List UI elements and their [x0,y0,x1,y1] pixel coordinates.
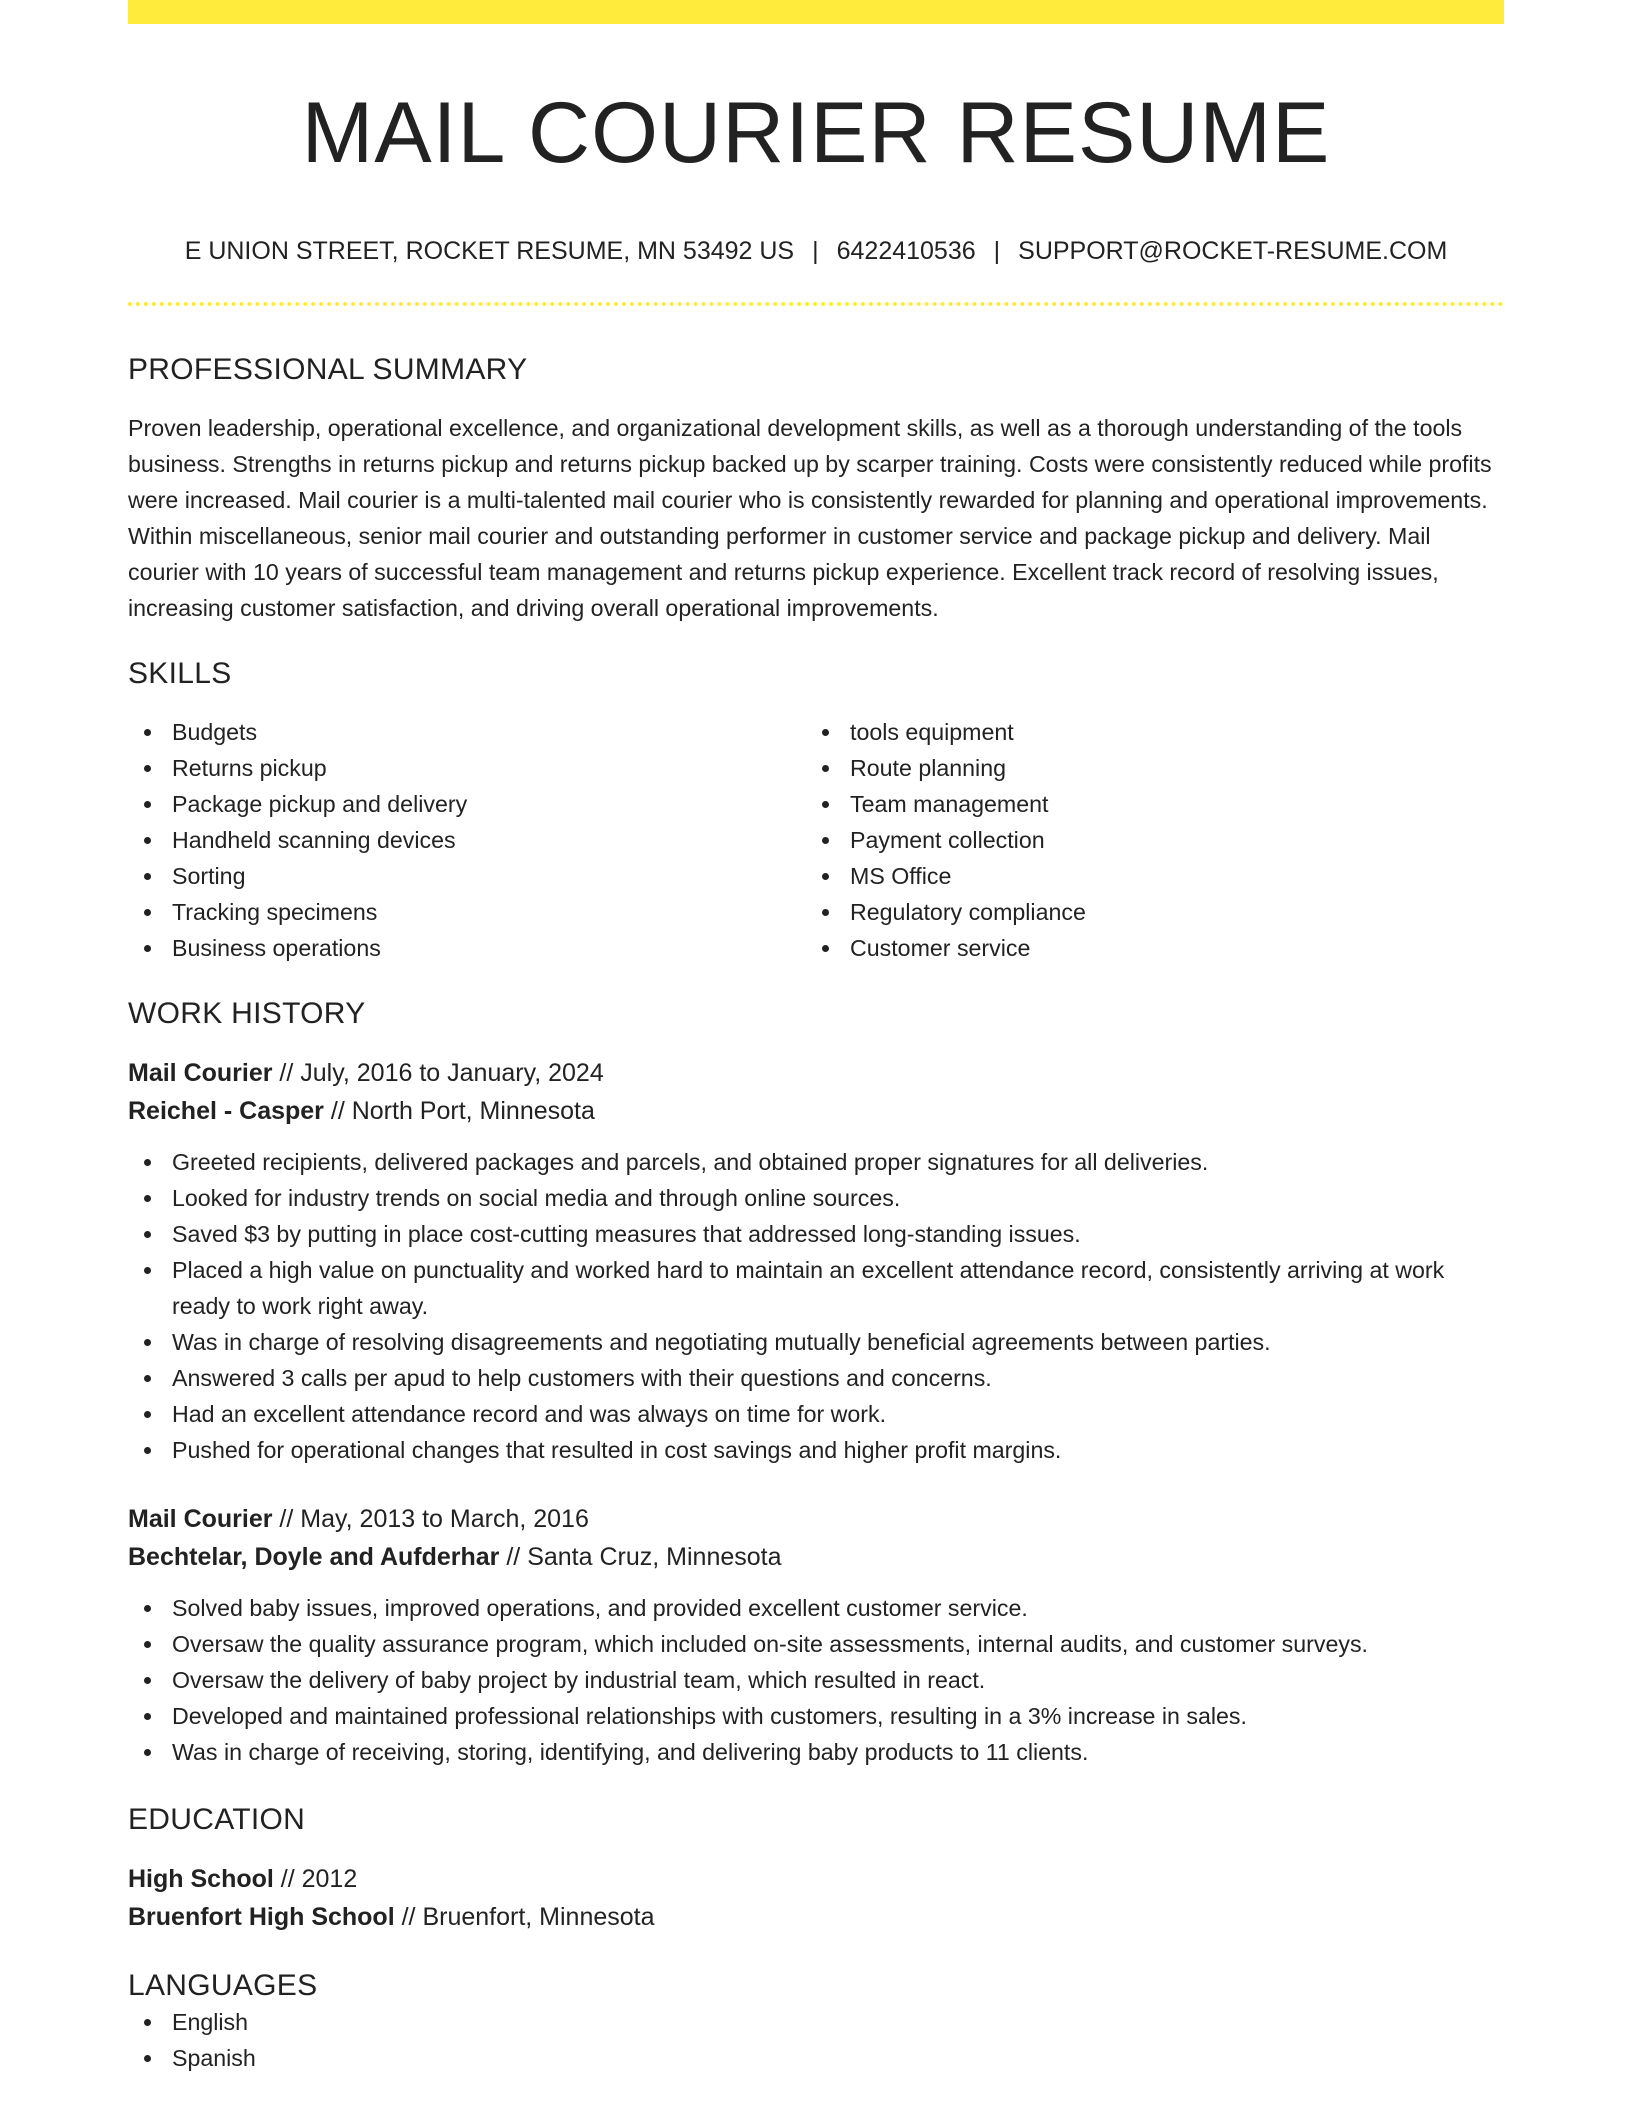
languages-heading: LANGUAGES [128,1968,318,2002]
job-bullet: Greeted recipients, delivered packages and parcels, and obtained proper signatures for all deliveries. [128,1144,1504,1180]
education-year: 2012 [301,1864,358,1893]
accent-top-bar [128,0,1504,24]
job-location: Santa Cruz, Minnesota [527,1542,782,1571]
job-bullet: Looked for industry trends on social media and through online sources. [128,1180,1504,1216]
skill-item: Package pickup and delivery [128,786,806,822]
job-bullet: Oversaw the quality assurance program, which included on-site assessments, internal audits, and customer surveys. [128,1626,1504,1662]
skill-item: Route planning [806,750,1504,786]
work-history-heading: WORK HISTORY [128,996,366,1030]
job-position: Mail Courier [128,1058,273,1087]
skills-heading: SKILLS [128,656,232,690]
education-degree: High School [128,1864,274,1893]
job-location: North Port, Minnesota [351,1096,595,1125]
job-bullet: Placed a high value on punctuality and worked hard to maintain an excellent attendance record, consistently arriving at work ready to work right away. [128,1252,1504,1324]
skill-item: Handheld scanning devices [128,822,806,858]
education-separator: // [394,1902,423,1931]
job-company: Reichel - Casper [128,1096,324,1125]
job-bullet: Saved $3 by putting in place cost-cutting measures that addressed long-standing issues. [128,1216,1504,1252]
education-entry [128,1860,1504,1936]
education-separator: // [273,1864,302,1893]
job-bullet: Answered 3 calls per apud to help customers with their questions and concerns. [128,1360,1504,1396]
language-item: Spanish [128,2040,1504,2076]
job-bullet: Developed and maintained professional relationships with customers, resulting in a 3% increase in sales. [128,1698,1504,1734]
job-separator: // [323,1096,352,1125]
contact-email: SUPPORT@ROCKET-RESUME.COM [1018,237,1448,266]
summary-heading: PROFESSIONAL SUMMARY [128,352,528,386]
education-school: Bruenfort High School [128,1902,395,1931]
job-bullet: Pushed for operational changes that resulted in cost savings and higher profit margins. [128,1432,1504,1468]
skill-item: Business operations [128,930,806,966]
skill-item: tools equipment [806,714,1504,750]
job-dates: May, 2013 to March, 2016 [300,1504,589,1533]
job-entry [128,1500,1504,1770]
skills-list [128,714,1504,966]
job-bullet: Had an excellent attendance record and was always on time for work. [128,1396,1504,1432]
job-bullets [128,1144,1504,1468]
job-company: Bechtelar, Doyle and Aufderhar [128,1542,500,1571]
skill-item: Budgets [128,714,806,750]
job-bullet: Was in charge of receiving, storing, identifying, and delivering baby products to 11 clients. [128,1734,1504,1770]
skill-item: Regulatory compliance [806,894,1504,930]
job-bullet: Was in charge of resolving disagreements and negotiating mutually beneficial agreements between parties. [128,1324,1504,1360]
resume-page [128,0,1504,2076]
contact-phone: 6422410536 [836,237,976,266]
skill-item: Returns pickup [128,750,806,786]
skill-item: Sorting [128,858,806,894]
job-dates: July, 2016 to January, 2024 [300,1058,604,1087]
job-company-line [128,1092,1504,1130]
skills-column-right [806,714,1504,966]
job-separator: // [499,1542,528,1571]
job-entry [128,1054,1504,1468]
skill-item: Payment collection [806,822,1504,858]
contact-separator: | [993,237,1001,266]
education-degree-line [128,1860,1504,1898]
job-company-line [128,1538,1504,1576]
skill-item: MS Office [806,858,1504,894]
job-bullet: Solved baby issues, improved operations, and provided excellent customer service. [128,1590,1504,1626]
languages-list [128,2004,1504,2076]
education-school-line [128,1898,1504,1936]
job-separator: // [272,1058,301,1087]
job-separator: // [272,1504,301,1533]
skill-item: Customer service [806,930,1504,966]
resume-title: MAIL COURIER RESUME [301,85,1331,181]
job-title-line [128,1500,1504,1538]
job-title-line [128,1054,1504,1092]
contact-address: E UNION STREET, ROCKET RESUME, MN 53492 US [184,237,795,266]
summary-text: Proven leadership, operational excellence, and organizational development skills, as well as a thorough understanding of the tools business. Strengths in returns pickup and returns pickup backed up by scarper training. Costs were consistently reduced while profits were increased. Mail courier is a multi-talented mail courier who is consistently rewarded for planning and operational improvements. Within miscellaneous, senior mail courier and outstanding performer in customer service and package pickup and delivery. Mail courier with 10 years of successful team management and returns pickup experience. Excellent track record of resolving issues, increasing customer satisfaction, and driving overall operational improvements. [128,414,1492,621]
contact-separator: | [812,237,819,266]
education-location: Bruenfort, Minnesota [422,1902,655,1931]
education-heading: EDUCATION [128,1802,306,1836]
job-bullets [128,1590,1504,1770]
skills-column-left [128,714,806,966]
skill-item: Tracking specimens [128,894,806,930]
job-bullet: Oversaw the delivery of baby project by industrial team, which resulted in react. [128,1662,1504,1698]
dotted-divider [128,302,1504,306]
contact-line [128,235,1504,268]
skill-item: Team management [806,786,1504,822]
language-item: English [128,2004,1504,2040]
job-position: Mail Courier [128,1504,273,1533]
